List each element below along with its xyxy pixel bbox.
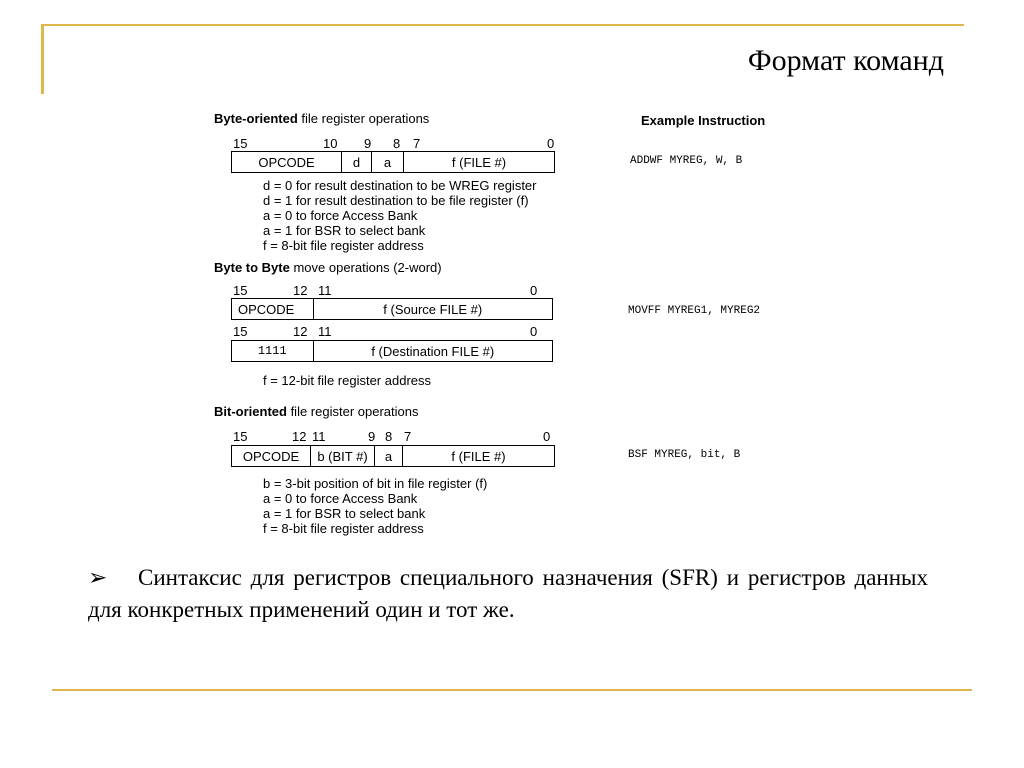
note-line: a = 1 for BSR to select bank	[263, 506, 426, 521]
example-heading: Example Instruction	[641, 113, 766, 128]
bit-number: 8	[393, 136, 401, 151]
prefix-field: 1111	[232, 341, 314, 361]
byte-to-byte-title: Byte to Byte move operations (2-word)	[214, 260, 442, 275]
bit-number: 8	[385, 429, 393, 444]
example-addwf: ADDWF MYREG, W, B	[630, 155, 743, 167]
d-field: d	[342, 152, 372, 172]
note-line: f = 12-bit file register address	[263, 373, 431, 388]
byte-to-byte-notes	[263, 373, 431, 388]
opcode-field: OPCODE	[232, 152, 342, 172]
move-word2-format	[231, 340, 553, 362]
bit-number: 11	[312, 429, 326, 444]
note-line: a = 0 to force Access Bank	[263, 208, 418, 223]
a-field: a	[375, 446, 403, 466]
note-line: a = 0 to force Access Bank	[263, 491, 418, 506]
bit-number: 9	[364, 136, 372, 151]
bullet-paragraph	[88, 562, 928, 626]
destination-file-field: f (Destination FILE #)	[371, 343, 495, 359]
bit-number: 15	[233, 429, 248, 444]
bit-number: 0	[543, 429, 551, 444]
note-line: a = 1 for BSR to select bank	[263, 223, 426, 238]
opcode-field: OPCODE	[232, 446, 311, 466]
bit-number: 15	[233, 283, 248, 298]
bit-number: 7	[404, 429, 412, 444]
bit-oriented-format	[231, 445, 555, 467]
note-line: b = 3-bit position of bit in file register (f)	[263, 476, 488, 491]
bit-oriented-title: Bit-oriented file register operations	[214, 404, 419, 419]
bullet-text: Синтаксис для регистров специального назначения (SFR) и регистров данных для конкретных применений один и тот же.	[88, 565, 928, 622]
note-line: f = 8-bit file register address	[263, 238, 424, 253]
bit-number: 15	[233, 324, 248, 339]
bit-field: b (BIT #)	[311, 446, 375, 466]
bit-oriented-notes	[263, 476, 487, 536]
slide-title: Формат команд	[747, 44, 944, 77]
move-word1-format	[231, 298, 553, 320]
bit-number: 12	[293, 283, 308, 298]
byte-oriented-format	[231, 151, 555, 173]
bit-number: 0	[547, 136, 555, 151]
bit-number: 11	[318, 324, 332, 339]
file-field: f (FILE #)	[451, 448, 506, 464]
source-file-field: f (Source FILE #)	[383, 301, 483, 317]
bit-number: 12	[292, 429, 307, 444]
opcode-field: OPCODE	[232, 299, 314, 319]
file-field: f (FILE #)	[451, 154, 507, 170]
bit-number: 12	[293, 324, 308, 339]
example-movff: MOVFF MYREG1, MYREG2	[628, 305, 761, 317]
bit-number: 10	[323, 136, 338, 151]
byte-oriented-title: Byte-oriented file register operations	[214, 111, 430, 126]
bit-number: 0	[530, 283, 538, 298]
bit-number: 11	[318, 283, 332, 298]
bit-number: 9	[368, 429, 376, 444]
note-line: d = 0 for result destination to be WREG register	[263, 178, 537, 193]
note-line: f = 8-bit file register address	[263, 521, 424, 536]
example-bsf: BSF MYREG, bit, B	[628, 449, 741, 461]
bit-number: 7	[413, 136, 421, 151]
note-line: d = 1 for result destination to be file register (f)	[263, 193, 529, 208]
a-field: a	[372, 152, 404, 172]
byte-oriented-notes	[263, 178, 537, 253]
bit-number: 0	[530, 324, 538, 339]
bit-number: 15	[233, 136, 248, 151]
bullet-arrow-icon: ➢	[88, 565, 108, 590]
